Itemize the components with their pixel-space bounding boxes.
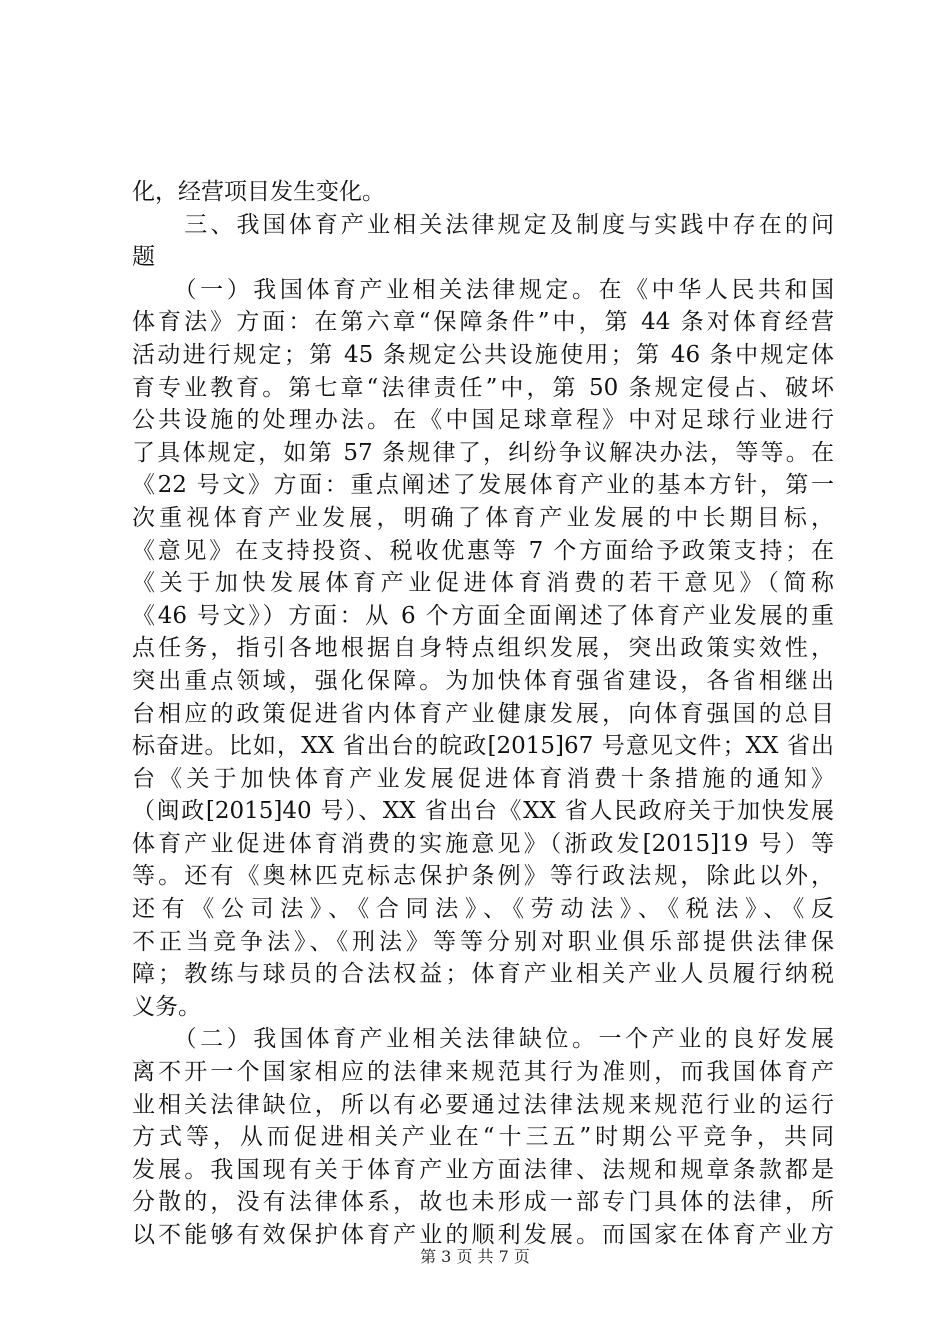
- text-line: 《关于加快发展体育产业促进体育消费的若干意见》（简称: [132, 570, 834, 597]
- text-line: 了具体规定，如第 57 条规律了，纠纷争议解决办法，等等。在: [132, 439, 834, 466]
- text-line: 次重视体育产业发展，明确了体育产业发展的中长期目标，: [132, 504, 834, 531]
- text-line: 《意见》在支持投资、税收优惠等 7 个方面给予政策支持；在: [132, 537, 834, 564]
- body-text: [132, 176, 834, 1252]
- text-line: 活动进行规定；第 45 条规定公共设施使用；第 46 条中规定体: [132, 341, 834, 368]
- text-line: 业相关法律缺位，所以有必要通过法律法规来规范行业的运行: [132, 1091, 834, 1118]
- text-line: 《22 号文》方面：重点阐述了发展体育产业的基本方针，第一: [132, 472, 834, 499]
- text-line: 题: [132, 244, 155, 271]
- text-line: 三、我国体育产业相关法律规定及制度与实践中存在的问: [132, 211, 834, 238]
- text-line: （闽政[2015]40 号）、XX 省出台《XX 省人民政府关于加快发展: [132, 798, 834, 825]
- text-line: 等。还有《奥林匹克标志保护条例》等行政法规，除此以外，: [132, 863, 834, 890]
- text-line: 化，经营项目发生变化。: [132, 179, 385, 205]
- text-line: 发展。我国现有关于体育产业方面法律、法规和规章条款都是: [132, 1156, 834, 1183]
- text-line: 突出重点领域，强化保障。为加快体育强省建设，各省相继出: [132, 667, 834, 694]
- text-line: （一）我国体育产业相关法律规定。在《中华人民共和国: [132, 276, 834, 303]
- text-line: 还有《公司法》、《合同法》、《劳动法》、《税法》、《反: [132, 896, 834, 923]
- text-line: 台《关于加快体育产业发展促进体育消费十条措施的通知》: [132, 765, 834, 792]
- text-line: 以不能够有效保护体育产业的顺利发展。而国家在体育产业方: [132, 1222, 834, 1248]
- text-line: 障；教练与球员的合法权益；体育产业相关产业人员履行纳税: [132, 961, 834, 988]
- page-number-footer: 第 3 页 共 7 页: [420, 1247, 530, 1266]
- text-line: 离不开一个国家相应的法律来规范其行为准则，而我国体育产: [132, 1059, 834, 1086]
- text-line: 不正当竞争法》、《刑法》等等分别对职业俱乐部提供法律保: [132, 928, 834, 955]
- text-line: （二）我国体育产业相关法律缺位。一个产业的良好发展: [132, 1026, 834, 1053]
- text-line: 育专业教育。第七章“法律责任”中，第 50 条规定侵占、破坏: [132, 374, 834, 401]
- text-line: 公共设施的处理办法。在《中国足球章程》中对足球行业进行: [132, 407, 834, 434]
- text-line: 点任务，指引各地根据自身特点组织发展，突出政策实效性，: [132, 635, 834, 662]
- text-line: 义务。: [132, 993, 201, 1020]
- text-line: 体育产业促进体育消费的实施意见》（浙政发[2015]19 号）等: [132, 830, 834, 857]
- text-line: 标奋进。比如，XX 省出台的皖政[2015]67 号意见文件；XX 省出: [132, 733, 834, 760]
- text-line: 体育法》方面：在第六章“保障条件”中，第 44 条对体育经营: [132, 309, 834, 336]
- text-line: 《46 号文》）方面：从 6 个方面全面阐述了体育产业发展的重: [132, 602, 834, 629]
- text-line: 方式等，从而促进相关产业在“十三五”时期公平竞争，共同: [132, 1124, 834, 1151]
- text-line: 分散的，没有法律体系，故也未形成一部专门具体的法律，所: [132, 1189, 834, 1216]
- text-line: 台相应的政策促进省内体育产业健康发展，向体育强国的总目: [132, 700, 834, 727]
